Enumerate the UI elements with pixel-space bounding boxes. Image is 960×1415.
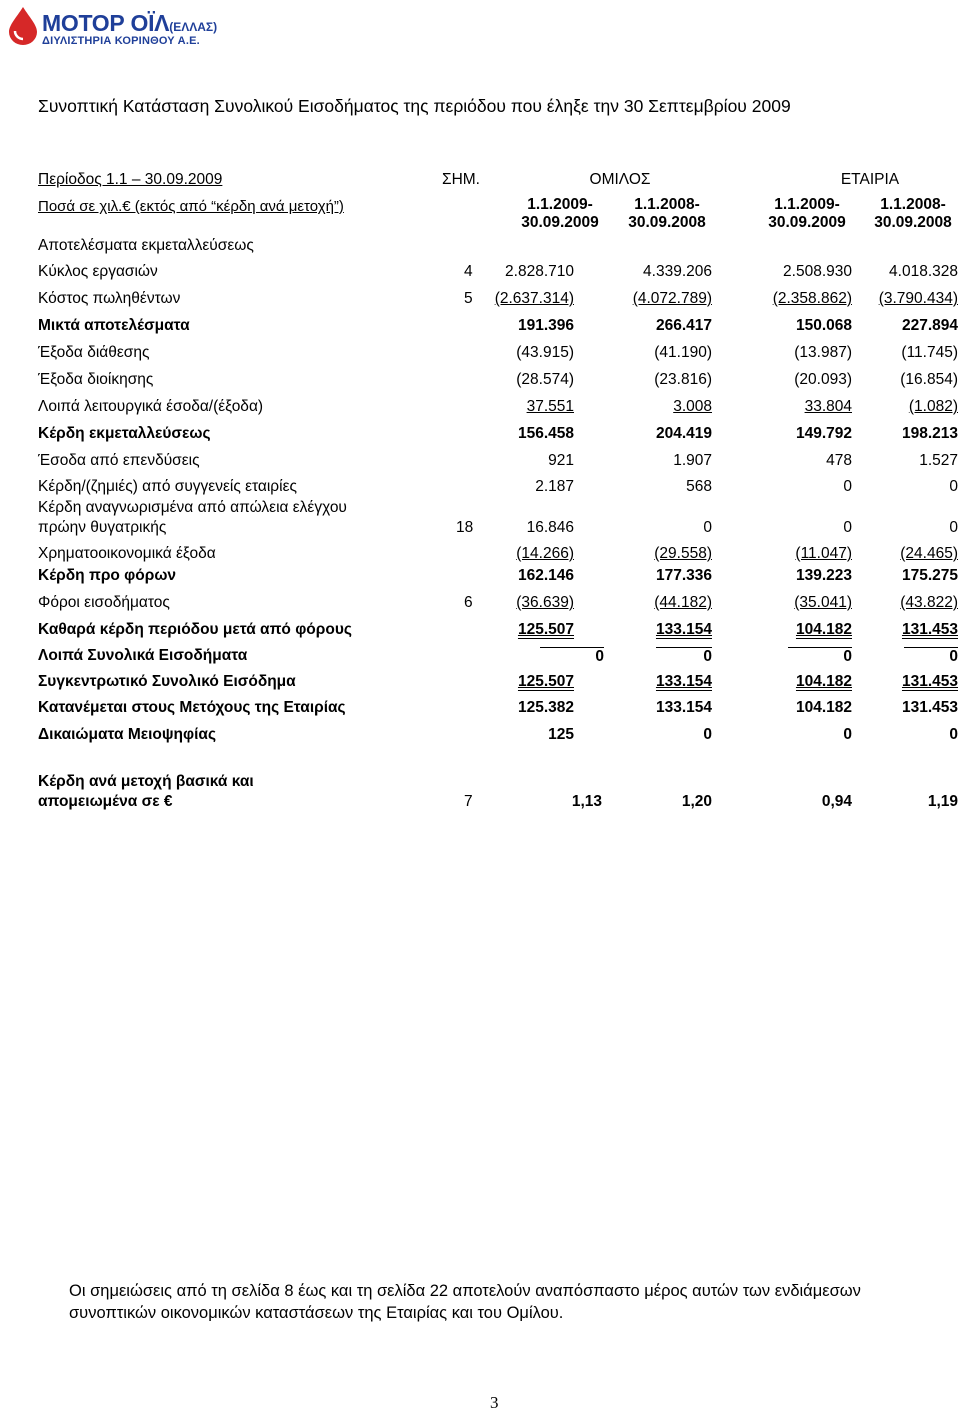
row-value: 0 bbox=[843, 478, 852, 495]
row-label: Δικαιώματα Μειοψηφίας bbox=[38, 726, 217, 743]
row-value: (29.558) bbox=[654, 545, 712, 562]
row-label: Κέρδη προ φόρων bbox=[38, 567, 177, 584]
row-value: 227.894 bbox=[901, 317, 958, 334]
row-value: 0 bbox=[703, 519, 712, 536]
row-value: 1.527 bbox=[919, 452, 958, 469]
row-value: 0 bbox=[843, 519, 852, 536]
row-value: 0 bbox=[949, 726, 958, 743]
row-value: 3.008 bbox=[673, 398, 712, 415]
row-value: 104.182 bbox=[795, 699, 852, 716]
statement-title: Συνοπτική Κατάσταση Συνολικού Εισοδήματος της περιόδου που έληξε την 30 Σεπτεμβρίου 2009 bbox=[38, 96, 791, 116]
row-value: 133.154 bbox=[655, 673, 712, 690]
logo-suffix: (ΕΛΛΑΣ) bbox=[169, 20, 218, 34]
row-value: 0 bbox=[540, 647, 604, 666]
row-value: 1,13 bbox=[571, 793, 602, 810]
row-value: 1,19 bbox=[927, 793, 958, 810]
row-value: 133.154 bbox=[655, 699, 712, 716]
row-value: (28.574) bbox=[516, 371, 574, 388]
section-heading: Αποτελέσματα εκμεταλλεύσεως bbox=[38, 237, 254, 254]
row-label: Χρηματοοικονομικά έξοδα bbox=[38, 545, 216, 562]
row-value: 0 bbox=[703, 726, 712, 743]
row-value: 125 bbox=[548, 726, 574, 743]
row-value: (44.182) bbox=[654, 594, 712, 611]
row-note: 18 bbox=[456, 519, 474, 536]
row-value: 131.453 bbox=[901, 621, 958, 638]
row-value: 131.453 bbox=[901, 699, 958, 716]
period-label: Περίοδος 1.1 – 30.09.2009 bbox=[38, 171, 223, 188]
footnote: Οι σημειώσεις από τη σελίδα 8 έως και τη σελίδα 22 αποτελούν αναπόσπαστο μέρος αυτών των ενδιάμεσων συνοπτικών οικονομικών καταστάσεων της Εταιρίας και του Ομίλου. bbox=[69, 1282, 861, 1322]
row-value: 478 bbox=[826, 452, 852, 469]
row-value: 2.828.710 bbox=[505, 263, 574, 280]
row-label-continued: πρώην θυγατρικής bbox=[38, 519, 167, 536]
row-value: 131.453 bbox=[901, 673, 958, 690]
row-value: 177.336 bbox=[655, 567, 712, 584]
row-value: 921 bbox=[548, 452, 574, 469]
row-value: (23.816) bbox=[654, 371, 712, 388]
row-value: (1.082) bbox=[908, 398, 958, 415]
row-value: 0 bbox=[949, 478, 958, 495]
row-label: Κόστος πωληθέντων bbox=[38, 290, 181, 307]
row-value: (24.465) bbox=[900, 545, 958, 562]
col-group-2008-header: 1.1.2008- 30.09.2008 bbox=[628, 196, 706, 231]
row-value: (3.790.434) bbox=[878, 290, 958, 307]
row-value: 0 bbox=[904, 647, 958, 666]
row-value: 198.213 bbox=[901, 425, 958, 442]
row-label: Κέρδη αναγνωρισμένα από απώλεια ελέγχου bbox=[38, 499, 347, 516]
row-value: (11.745) bbox=[901, 344, 958, 361]
row-label: Έξοδα διοίκησης bbox=[38, 371, 154, 388]
row-note: 7 bbox=[464, 793, 473, 810]
col-group-2009-header: 1.1.2009- 30.09.2009 bbox=[521, 196, 599, 231]
page-number: 3 bbox=[490, 1393, 499, 1412]
group-header: ΟΜΙΛΟΣ bbox=[589, 171, 651, 188]
company-logo bbox=[0, 2, 240, 54]
row-value: 266.417 bbox=[655, 317, 712, 334]
row-value: 0,94 bbox=[821, 793, 852, 810]
row-value: (41.190) bbox=[654, 344, 712, 361]
row-label: Καθαρά κέρδη περιόδου μετά από φόρους bbox=[38, 621, 352, 638]
row-note: 4 bbox=[464, 263, 473, 280]
row-label: Έσοδα από επενδύσεις bbox=[38, 452, 200, 469]
row-value: 37.551 bbox=[526, 398, 574, 415]
row-value: (11.047) bbox=[795, 545, 852, 562]
row-label: Κύκλος εργασιών bbox=[38, 263, 158, 280]
eps-label-continued: απομειωμένα σε € bbox=[38, 793, 173, 810]
row-value: 568 bbox=[686, 478, 712, 495]
row-value: (4.072.789) bbox=[632, 290, 712, 307]
amounts-label: Ποσά σε χιλ.€ (εκτός από “κέρδη ανά μετοχή”) bbox=[38, 198, 344, 215]
row-note: 6 bbox=[464, 594, 473, 611]
row-value: (14.266) bbox=[516, 545, 574, 562]
row-value: (13.987) bbox=[794, 344, 852, 361]
col-company-2008-header: 1.1.2008- 30.09.2008 bbox=[874, 196, 952, 231]
row-value: 104.182 bbox=[795, 621, 852, 638]
row-value: 0 bbox=[788, 647, 852, 666]
row-value: 125.507 bbox=[517, 621, 574, 638]
row-value: 33.804 bbox=[804, 398, 852, 415]
row-value: (35.041) bbox=[794, 594, 852, 611]
row-value: 2.187 bbox=[535, 478, 574, 495]
row-label: Συγκεντρωτικό Συνολικό Εισόδημα bbox=[38, 673, 296, 690]
row-value: 1,20 bbox=[681, 793, 712, 810]
col-company-2009-header: 1.1.2009- 30.09.2009 bbox=[768, 196, 846, 231]
row-value: 162.146 bbox=[517, 567, 574, 584]
row-value: 1.907 bbox=[673, 452, 712, 469]
row-value: (16.854) bbox=[900, 371, 958, 388]
row-value: (20.093) bbox=[794, 371, 852, 388]
row-value: 139.223 bbox=[795, 567, 852, 584]
row-label: Φόροι εισοδήματος bbox=[38, 594, 170, 611]
row-label: Κέρδη/(ζημιές) από συγγενείς εταιρίες bbox=[38, 478, 297, 495]
row-label: Έξοδα διάθεσης bbox=[38, 344, 150, 361]
row-value: 191.396 bbox=[517, 317, 574, 334]
row-value: 156.458 bbox=[517, 425, 574, 442]
row-value: (2.637.314) bbox=[494, 290, 574, 307]
row-value: 4.018.328 bbox=[889, 263, 958, 280]
row-value: 0 bbox=[949, 519, 958, 536]
oil-drop-logo-icon bbox=[6, 6, 40, 46]
row-value: (2.358.862) bbox=[772, 290, 852, 307]
row-value: 0 bbox=[656, 647, 712, 666]
logo-wordmark: ΜΟΤΟΡ ΟΪΛ(ΕΛΛΑΣ) bbox=[42, 10, 218, 36]
row-value: (43.822) bbox=[900, 594, 958, 611]
row-value: 150.068 bbox=[795, 317, 852, 334]
row-value: (36.639) bbox=[516, 594, 574, 611]
company-header: ΕΤΑΙΡΙΑ bbox=[840, 171, 900, 188]
row-value: 125.382 bbox=[517, 699, 574, 716]
row-value: 175.275 bbox=[901, 567, 958, 584]
row-value: 149.792 bbox=[795, 425, 852, 442]
row-value: 125.507 bbox=[517, 673, 574, 690]
row-note: 5 bbox=[464, 290, 473, 307]
eps-label: Κέρδη ανά μετοχή βασικά και bbox=[38, 773, 254, 790]
note-column-header: ΣΗΜ. bbox=[442, 171, 480, 188]
row-value: 204.419 bbox=[655, 425, 712, 442]
row-label: Λοιπά Συνολικά Εισοδήματα bbox=[38, 647, 248, 664]
row-label: Λοιπά λειτουργικά έσοδα/(έξοδα) bbox=[38, 398, 264, 415]
row-value: 0 bbox=[843, 726, 852, 743]
row-value: 104.182 bbox=[795, 673, 852, 690]
row-value: 16.846 bbox=[526, 519, 574, 536]
row-label: Κέρδη εκμεταλλεύσεως bbox=[38, 425, 211, 442]
row-label: Κατανέμεται στους Μετόχους της Εταιρίας bbox=[38, 699, 346, 716]
row-value: 4.339.206 bbox=[643, 263, 712, 280]
row-value: 2.508.930 bbox=[783, 263, 852, 280]
row-label: Μικτά αποτελέσματα bbox=[38, 317, 190, 334]
row-value: (43.915) bbox=[516, 344, 574, 361]
row-value: 133.154 bbox=[655, 621, 712, 638]
logo-subtitle: ΔΙΥΛΙΣΤΗΡΙΑ ΚΟΡΙΝΘΟΥ Α.Ε. bbox=[42, 35, 200, 47]
